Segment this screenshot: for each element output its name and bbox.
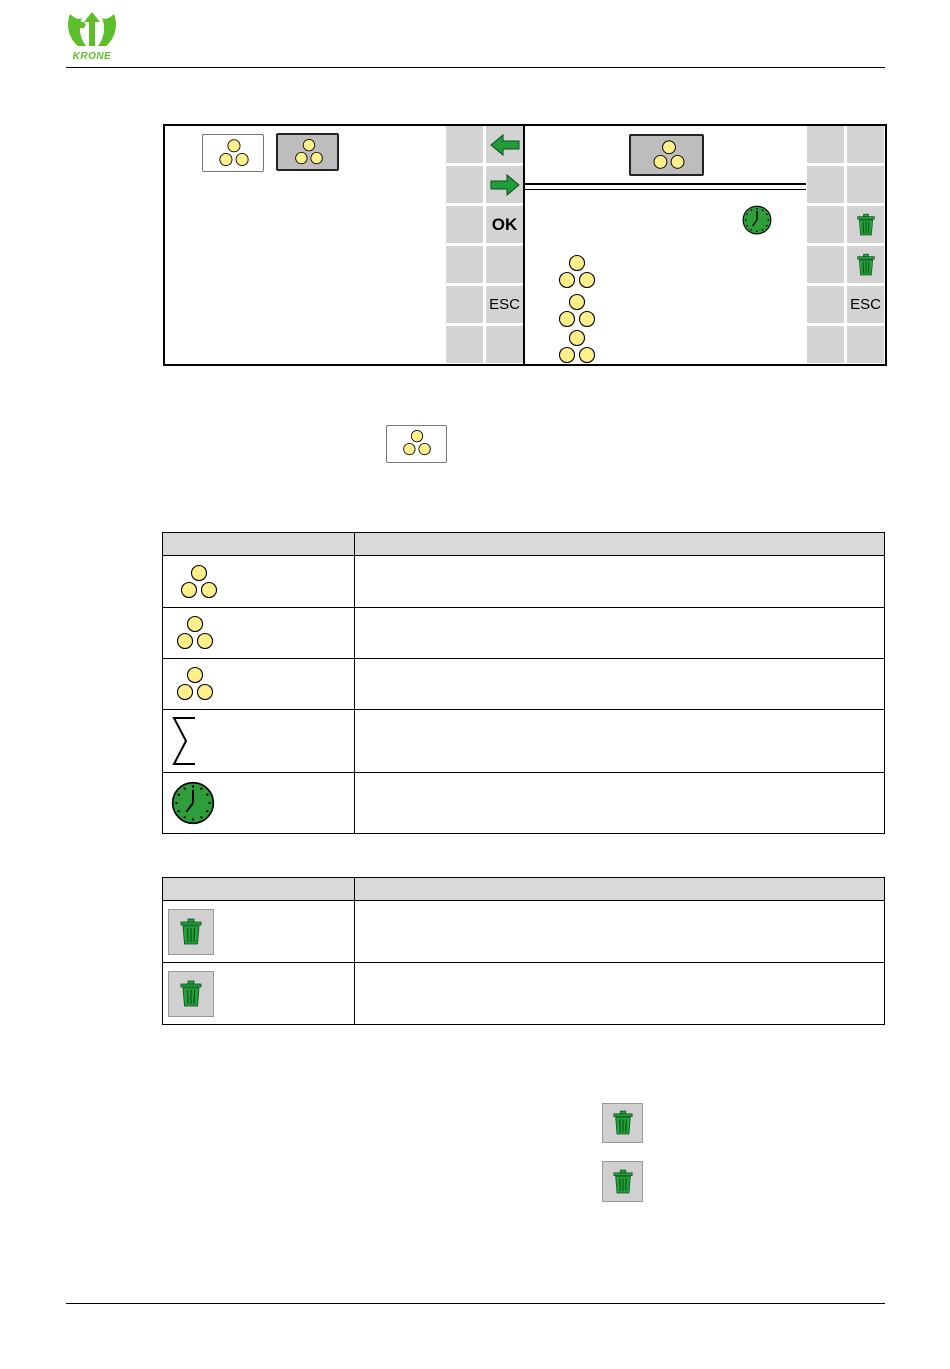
table-row [163,608,885,659]
softkey-blank [807,126,845,164]
krone-logo-text: KRONE [72,51,112,62]
bales-tab-button-inline[interactable] [386,425,447,463]
softkey-blank [847,326,885,364]
delete-daily-counter-key-inline[interactable] [602,1103,643,1143]
softkey-blank [486,246,524,284]
divider-line [525,183,806,185]
table-cell-symbol [163,901,355,963]
sigma-icon [169,715,197,767]
trash-icon [179,980,203,1008]
softkey-blank [446,166,484,204]
softkey-arrow-left[interactable] [486,126,524,164]
table-header-cell [163,533,355,556]
bales-icon [556,329,598,365]
bales-icon [174,615,216,651]
softkey-blank [807,286,845,324]
table-cell-symbol [163,773,355,834]
softkey-delete-total-counter[interactable] [847,246,885,284]
bales-counter-tab-selected[interactable] [629,134,704,176]
table-cell-symbol [163,659,355,710]
trash-icon [856,213,876,237]
softkey-blank [446,126,484,164]
table-cell-description [355,963,885,1025]
softkey-blank [446,286,484,324]
table-row [163,659,885,710]
trash-icon [856,253,876,277]
softkey-esc[interactable]: ESC [847,286,885,324]
softkey-blank [847,126,885,164]
softkey-blank [486,326,524,364]
bales-icon [178,564,220,600]
softkey-blank [446,326,484,364]
table-cell-description [355,556,885,608]
arrow-right-icon [489,173,521,197]
table-row [163,901,885,963]
keys-table [162,877,885,1025]
bales-icon [174,666,216,702]
trash-icon [612,1110,634,1136]
table-row [163,963,885,1025]
bales-icon [556,293,598,329]
softkey-blank [807,246,845,284]
clock-icon [171,781,215,825]
table-header-row [163,533,885,556]
bales-tab-button[interactable] [202,134,264,172]
bales-tab-button-selected[interactable] [276,133,339,171]
softkey-blank [446,206,484,244]
bales-icon [556,254,598,290]
bales-icon [217,138,251,168]
table-header-cell [355,533,885,556]
softkey-blank [446,246,484,284]
table-cell-symbol [163,608,355,659]
table-cell-symbol [163,556,355,608]
symbols-table [162,532,885,834]
table-cell-description [355,901,885,963]
softkey-blank [807,166,845,204]
table-header-cell [355,878,885,901]
softkey-blank [847,166,885,204]
trash-icon [612,1169,634,1195]
bales-icon [293,138,325,166]
softkey-ok[interactable]: OK [486,206,524,244]
clock-icon [742,205,772,235]
right-terminal-screen [523,124,887,366]
table-row [163,773,885,834]
table-cell-symbol [163,710,355,773]
footer-rule [66,1303,885,1304]
table-cell-description [355,608,885,659]
table-row [163,710,885,773]
softkey-esc[interactable]: ESC [486,286,524,324]
table-row [163,556,885,608]
table-header-row [163,878,885,901]
table-header-cell [163,878,355,901]
softkey-blank [807,326,845,364]
table-cell-description [355,710,885,773]
delete-daily-counter-key[interactable] [168,909,214,955]
table-cell-description [355,659,885,710]
arrow-left-icon [489,133,521,157]
bales-icon [651,139,687,171]
divider-line [525,189,806,190]
softkey-arrow-right[interactable] [486,166,524,204]
trash-icon [179,918,203,946]
left-terminal-screen [163,124,526,366]
bales-icon [401,429,433,457]
softkey-blank [807,206,845,244]
table-cell-symbol [163,963,355,1025]
header-rule [66,67,885,68]
delete-total-counter-key[interactable] [168,971,214,1017]
delete-total-counter-key-inline[interactable] [602,1161,643,1202]
table-cell-description [355,773,885,834]
softkey-delete-daily-counter[interactable] [847,206,885,244]
